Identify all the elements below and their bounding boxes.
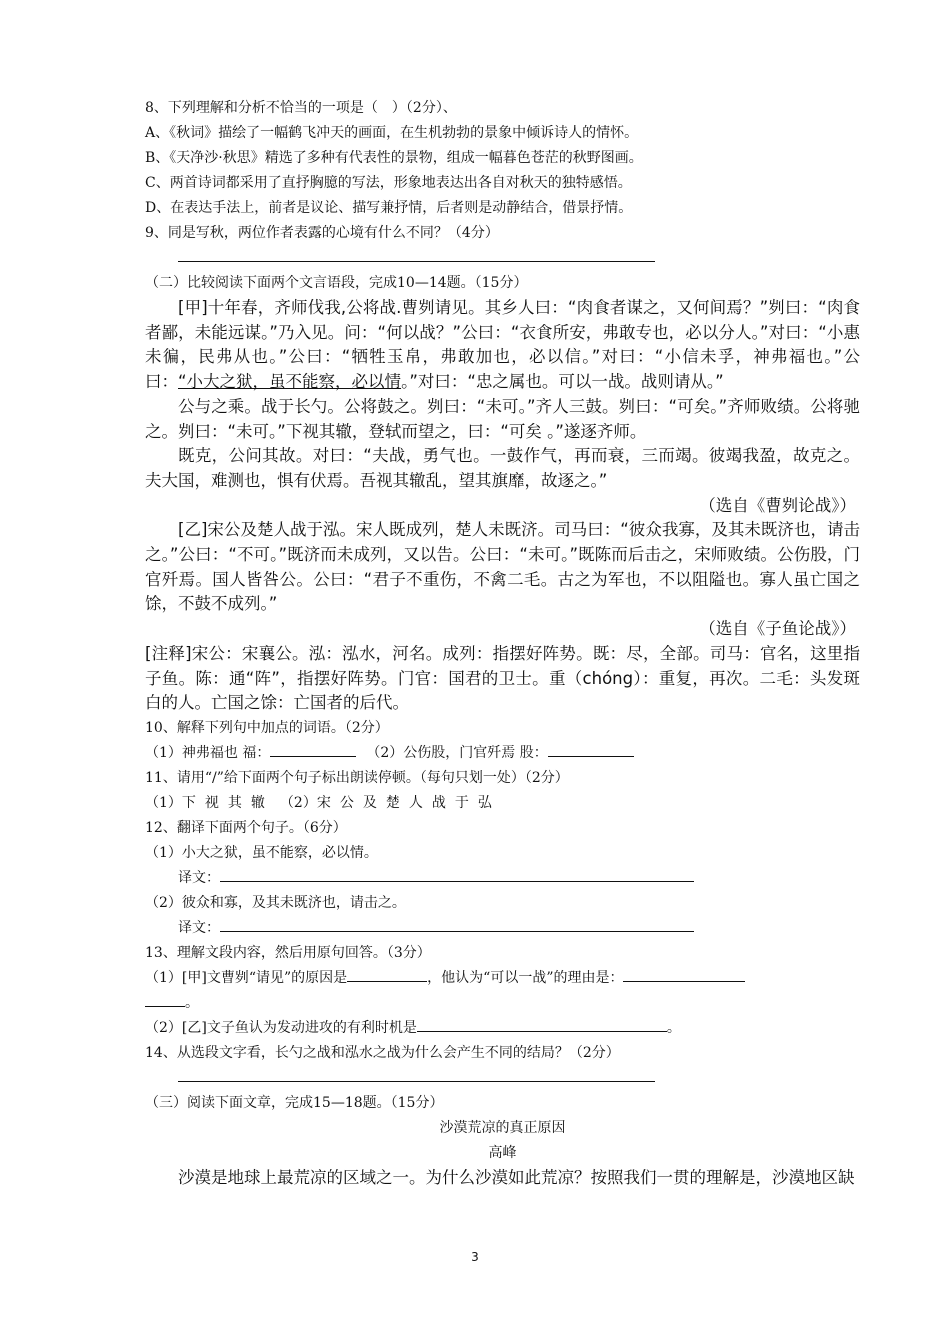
passage-yi-source: （选自《子鱼论战》） xyxy=(699,619,856,639)
q10-blank2[interactable] xyxy=(548,742,634,757)
q13-blank2-cont[interactable] xyxy=(145,992,185,1007)
q12-translation2-blank[interactable] xyxy=(220,917,694,932)
q10-item1: （1）神弗福也 福： xyxy=(145,744,271,761)
q12-translation2 xyxy=(145,916,860,941)
q13-stem: 13、理解文段内容，然后用原句回答。（3分） xyxy=(145,944,431,961)
passage-jia-p1-after: 。”对曰：“忠之属也。可以一战。战则请从。” xyxy=(401,372,724,392)
section3-title: （三）阅读下面文章，完成15—18题。（15分） xyxy=(145,1094,444,1111)
q8-option-d: D、在表达手法上，前者是议论、描写兼抒情，后者则是动静结合，借景抒情。 xyxy=(145,200,633,216)
q13-part1-cont xyxy=(145,991,860,1016)
q13-part2 xyxy=(145,1016,860,1041)
article-p1: 沙漠是地球上最荒凉的区域之一。为什么沙漠如此荒凉？按照我们一贯的理解是，沙漠地区缺 xyxy=(178,1167,855,1187)
q14-stem: 14、从选段文字看，长勺之战和泓水之战为什么会产生不同的结局？（2分） xyxy=(145,1044,620,1061)
q9-stem: 9、同是写秋，两位作者表露的心境有什么不同？（4分） xyxy=(145,225,499,241)
q11-stem: 11、请用“/”给下面两个句子标出朗读停顿。（每句只划一处）（2分） xyxy=(145,769,569,786)
q13-part2-period: 。 xyxy=(666,1019,681,1036)
q13-part1-period: 。 xyxy=(185,994,199,1011)
q10-blank1[interactable] xyxy=(270,742,356,757)
q13-part1 xyxy=(145,966,860,991)
q10-stem: 10、解释下列句中加点的词语。（2分） xyxy=(145,719,389,736)
q12-translation1-blank[interactable] xyxy=(220,867,694,882)
q8-stem: 8、下列理解和分析不恰当的一项是（ ）（2分）、 xyxy=(145,100,457,116)
passage-note: [注释]宋公：宋襄公。泓：泓水，河名。成列：指摆好阵势。既：尽，全部。司马：官名，这里指子鱼。陈：通“阵”，指摆好阵势。门官：国君的卫士。重（chóng）：重复，再次。二毛：头发斑白的人。亡国之馀：亡国者的后代。 xyxy=(145,643,860,713)
q11-items xyxy=(145,791,860,816)
q11-sentence1: 下视其辙 xyxy=(181,794,274,811)
q13-part1-a: （1）[甲]文曹刿“请见”的原因是 xyxy=(145,969,348,986)
q12-translation1 xyxy=(145,866,860,891)
q13-blank2[interactable] xyxy=(623,967,745,982)
q11-sentence2: 宋公及楚人战于弘 xyxy=(316,794,501,811)
passage-jia-p1-quote: “小大之狱，虽不能察，必以情 xyxy=(178,372,402,392)
q11-label2: （2） xyxy=(279,794,317,811)
q9-answer-line xyxy=(145,246,860,271)
q14-answer-line xyxy=(145,1066,860,1091)
q12-stem: 12、翻译下面两个句子。（6分） xyxy=(145,819,347,836)
q12-translation1-label: 译文： xyxy=(178,869,220,886)
q8-option-c: C、两首诗词都采用了直抒胸臆的写法，形象地表达出各自对秋天的独特感悟。 xyxy=(145,175,632,191)
q8-option-b: B、《天净沙·秋思》精选了多种有代表性的景物，组成一幅暮色苍茫的秋野图画。 xyxy=(145,150,643,166)
q13-part1-b: ，他认为“可以一战”的理由是： xyxy=(427,969,624,986)
passage-jia-p1-before: [甲]十年春，齐师伐我,公将战.曹刿请见。其乡人曰：“肉食者谋之，又何间焉？”刿曰：“肉食者鄙，未能远谋。”乃入见。问：“何以战？”公曰：“衣食所安，弗敢专也，必以分人。”对曰：“小惠未徧，民弗从也。”公曰：“牺牲玉帛，弗敢加也，必以信。”对曰：“小信未孚，神弗福也。”公曰： xyxy=(145,298,860,392)
passage-yi-p1: [乙]宋公及楚人战于泓。宋人既成列，楚人未既济。司马曰：“彼众我寡，及其未既济也，请击之。”公曰：“不可。”既济而未成列，又以告。公曰：“未可。”既陈而后击之，宋师败绩。公伤股，门官歼焉。国人皆咎公。公曰：“君子不重伤，不禽二毛。古之为军也，不以阻隘也。寡人虽亡国之馀，不鼓不成列。” xyxy=(145,520,860,614)
section2-title: （二）比较阅读下面两个文言语段，完成10—14题。（15分） xyxy=(145,275,528,291)
q12-translation2-label: 译文： xyxy=(178,919,220,936)
q12-sentence2: （2）彼众和寡，及其未既济也，请击之。 xyxy=(145,894,406,911)
q11-label1: （1） xyxy=(145,794,182,811)
passage-jia-p2: 公与之乘。战于长勺。公将鼓之。刿曰：“未可。”齐人三鼓。刿曰：“可矣。”齐师败绩。公将驰之。刿曰：“未可。”下视其辙，登轼而望之，曰：“可矣 。”遂逐齐师。 xyxy=(145,396,860,441)
q10-items xyxy=(145,741,860,766)
q12-sentence1: （1）小大之狱，虽不能察，必以情。 xyxy=(145,844,378,861)
exam-page xyxy=(145,96,860,1191)
q13-part2-text: （2）[乙]文子鱼认为发动进攻的有利时机是 xyxy=(145,1019,417,1036)
q13-blank3[interactable] xyxy=(417,1017,667,1032)
q13-blank1[interactable] xyxy=(347,967,427,982)
q8-option-a: A、《秋词》描绘了一幅鹤飞冲天的画面，在生机勃勃的景象中倾诉诗人的情怀。 xyxy=(145,125,639,141)
passage-jia-p3: 既克，公问其故。对曰：“夫战，勇气也。一鼓作气，再而衰，三而竭。彼竭我盈，故克之。夫大国，难测也，惧有伏焉。吾视其辙乱，望其旗靡，故逐之。” xyxy=(145,446,860,490)
passage-jia-p1 xyxy=(145,296,860,395)
page-number: 3 xyxy=(471,1250,479,1264)
passage-jia-source: （选自《曹刿论战》） xyxy=(699,495,856,515)
q10-item2: （2）公伤股，门官歼焉 股： xyxy=(366,744,548,761)
article-title: 沙漠荒凉的真正原因 xyxy=(439,1119,566,1136)
article-author: 高峰 xyxy=(488,1144,517,1161)
